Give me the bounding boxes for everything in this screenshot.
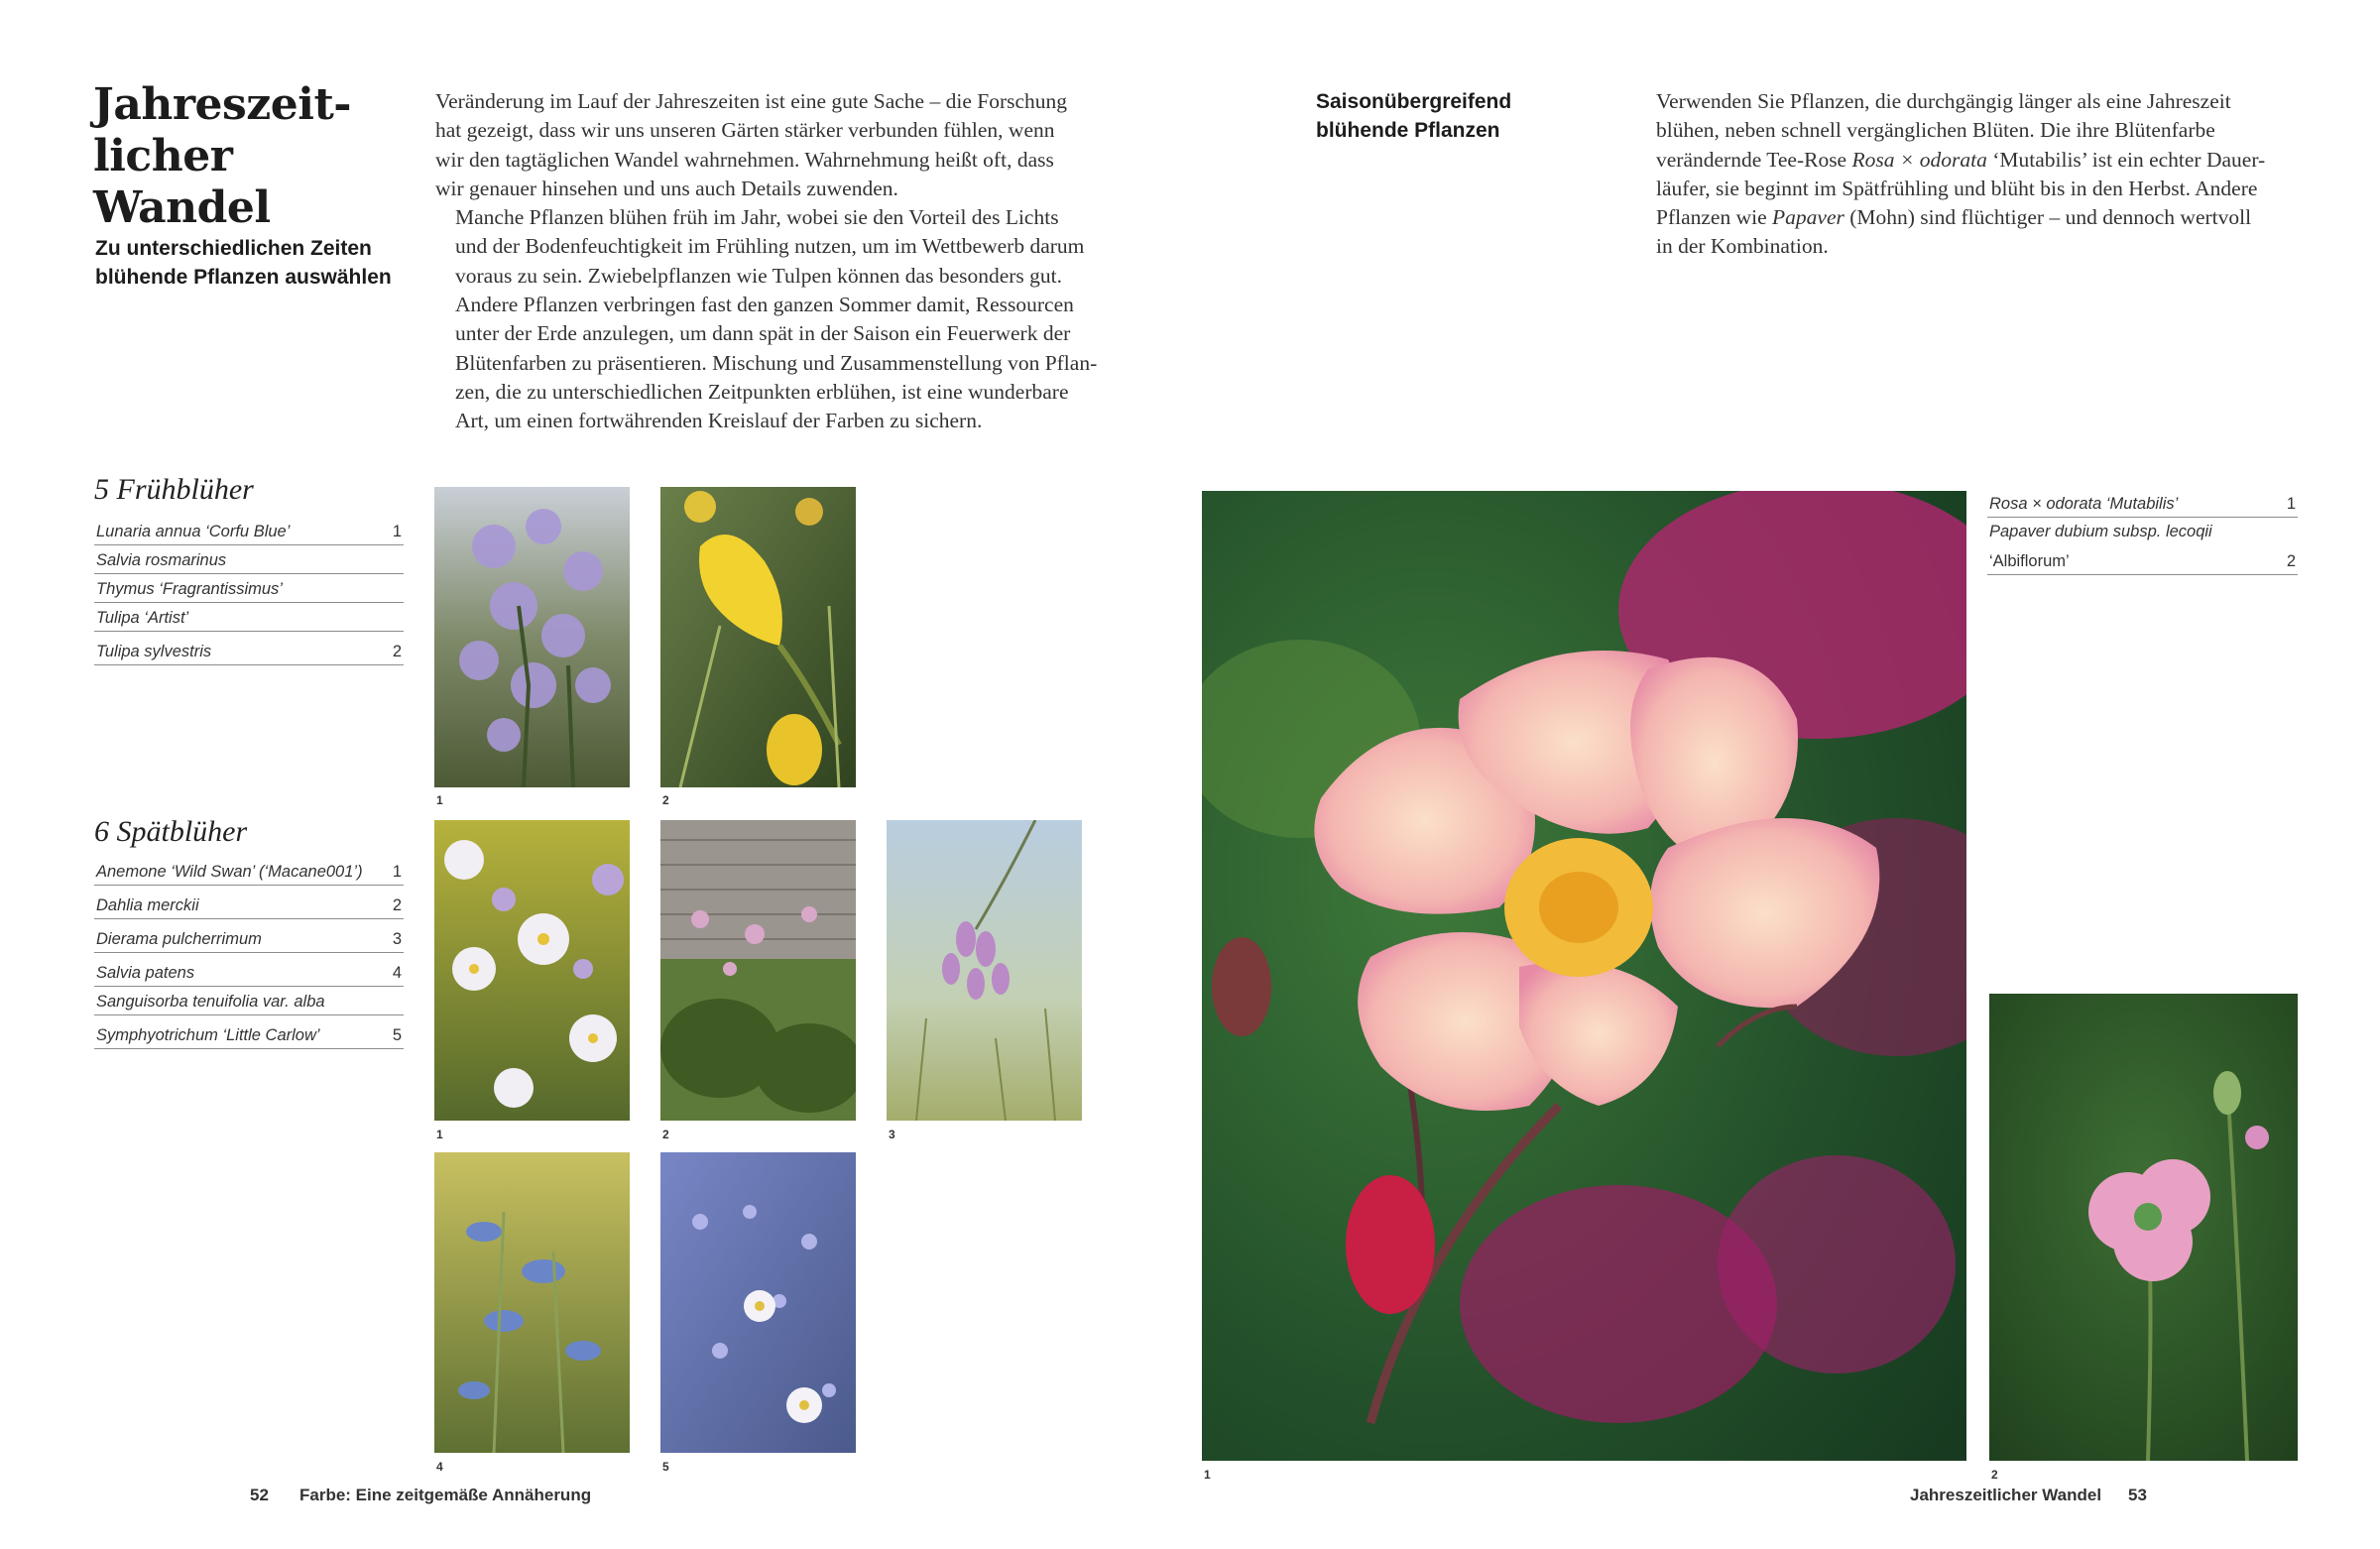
late-bloomers-heading: 6 Spätblüher <box>94 815 248 848</box>
photo-caption: 5 <box>662 1460 669 1474</box>
photo-caption: 1 <box>436 1128 443 1141</box>
photo-caption: 2 <box>662 793 669 807</box>
photo-caption: 1 <box>436 793 443 807</box>
running-footer-right: Jahreszeitlicher Wandel <box>1910 1486 2102 1504</box>
dierama-photo <box>887 820 1082 1121</box>
early-bloomers-heading: 5 Frühblüher <box>94 473 254 506</box>
list-item: Papaver dubium subsp. lecoqii ‘Albiflorum’ 2 <box>1987 518 2298 575</box>
list-item: Salvia rosmarinus <box>94 545 404 574</box>
body-paragraph-1: Veränderung im Lauf der Jahreszeiten ist eine gute Sache – die Forschung hat gezeigt, dass wir uns unseren Gärten stärker verbunden fühlen, wenn wir den tagtäglichen Wandel wahrnehmen. Wahrnehmung heißt oft, dass wir genauer hinsehen und uns auch Details zuwenden. <box>435 89 1068 200</box>
list-item: Tulipa sylvestris 2 <box>94 632 404 665</box>
photo-caption: 3 <box>889 1128 895 1141</box>
papaver-photo <box>1989 994 2298 1461</box>
left-subheading: Zu unterschiedlichen Zeiten blühende Pflanzen auswählen <box>95 237 392 289</box>
symphyotrichum-photo <box>660 1152 856 1453</box>
tulipa-photo <box>660 487 856 787</box>
list-item: Thymus ‘Fragrantissimus’ <box>94 574 404 603</box>
lunaria-photo <box>434 487 630 787</box>
body-paragraph-2: Manche Pflanzen blühen früh im Jahr, wobei sie den Vorteil des Lichts und der Bodenfeuchtigkeit im Frühling nutzen, um im Wettbewerb darum voraus zu sein. Zwiebelpflanzen wie Tulpen können das besonders gut. Andere Pflanzen verbringen fast den ganzen Sommer damit, Ressourcen unter der Erde anzulegen, um dann spät in der Saison ein Feuerwerk der Blütenfarben zu präsentieren. Mischung und Zusammenstellung von Pflan- zen, die zu unterschiedlichen Zeitpunkten erblühen, ist eine wunderbare Art, um einen fortwährenden Kreislauf der Farben zu sichern. <box>455 205 1098 433</box>
photo-caption: 4 <box>436 1460 443 1474</box>
right-subheading: Saisonübergreifend blühende Pflanzen <box>1316 90 1512 142</box>
right-body-text: Verwenden Sie Pflanzen, die durchgängig länger als eine Jahreszeit blühen, neben schnell vergänglichen Blüten. Die ihre Blütenfarbe verändernde Tee-Rose Rosa × odorata ‘Mutabilis’ ist ein echter Dauer- läufer, sie beginnt im Spätfrühling und blüht bis in den Herbst. Andere Pflanzen wie Papaver (Mohn) sind flüchtiger – und dennoch wertvoll in der Kombination. <box>1656 89 2266 259</box>
page-title: Jahreszeit- licher Wandel <box>93 79 352 233</box>
list-item: Dierama pulcherrimum 3 <box>94 919 404 953</box>
early-bloomers-list <box>94 517 404 665</box>
list-item: Symphyotrichum ‘Little Carlow’ 5 <box>94 1015 404 1049</box>
list-item: Dahlia merckii 2 <box>94 886 404 919</box>
list-item: Salvia patens 4 <box>94 953 404 987</box>
left-body-text <box>435 87 1110 436</box>
running-footer-left: Farbe: Eine zeitgemäße Annäherung <box>299 1486 592 1504</box>
anemone-photo <box>434 820 630 1121</box>
page-number-left: 52 <box>250 1486 269 1504</box>
list-item: Tulipa ‘Artist’ <box>94 603 404 632</box>
list-item: Sanguisorba tenuifolia var. alba <box>94 987 404 1015</box>
late-bloomers-list <box>94 857 404 1049</box>
photo-caption: 2 <box>662 1128 669 1141</box>
photo-caption: 2 <box>1991 1468 1998 1482</box>
photo-caption: 1 <box>1204 1468 1211 1482</box>
list-item: Anemone ‘Wild Swan’ (‘Macane001’) 1 <box>94 857 404 886</box>
dahlia-photo <box>660 820 856 1121</box>
list-item: Lunaria annua ‘Corfu Blue’ 1 <box>94 517 404 545</box>
salvia-photo <box>434 1152 630 1453</box>
right-plant-list <box>1987 489 2298 575</box>
page-number-right: 53 <box>2128 1486 2147 1504</box>
list-item: Rosa × odorata ‘Mutabilis’ 1 <box>1987 489 2298 518</box>
rosa-mutabilis-photo <box>1202 491 1966 1461</box>
